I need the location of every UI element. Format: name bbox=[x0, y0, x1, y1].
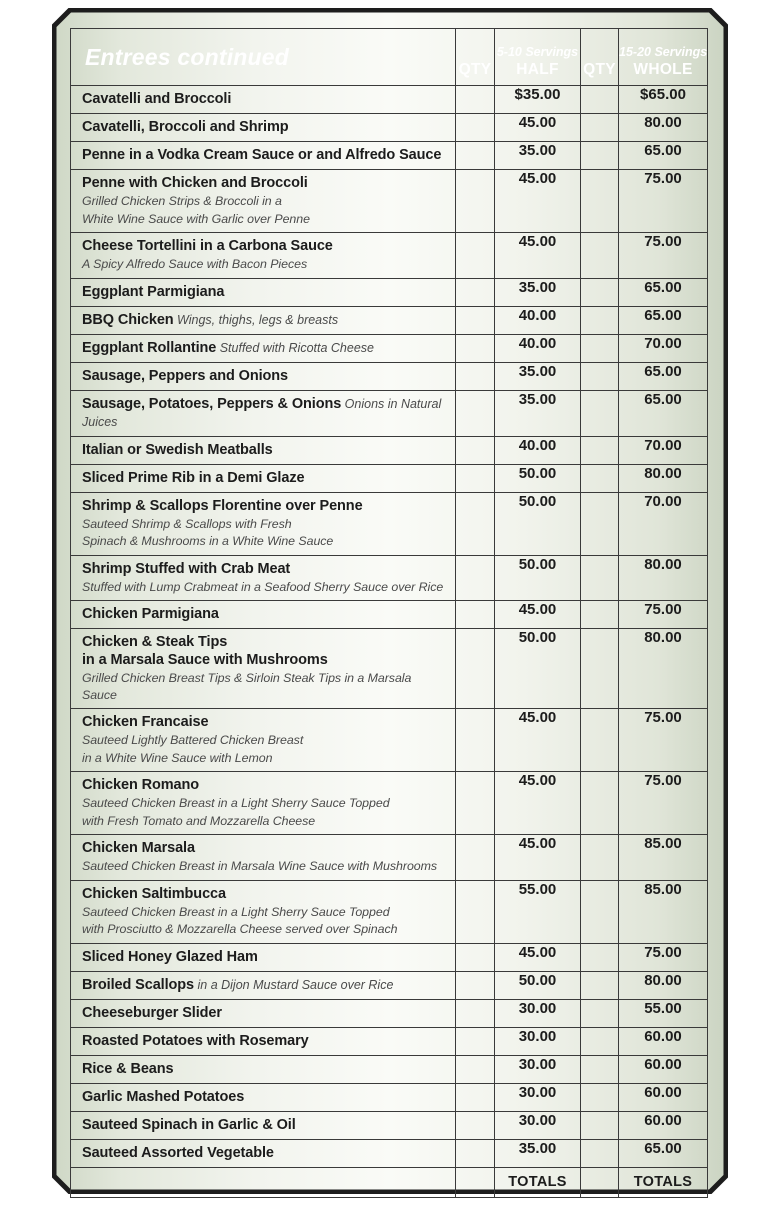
price-whole: 85.00 bbox=[619, 880, 708, 943]
price-half: 35.00 bbox=[495, 362, 581, 390]
table-row bbox=[71, 1027, 708, 1055]
menu-item-inline-description: in a Dijon Mustard Sauce over Rice bbox=[194, 977, 394, 992]
table-row bbox=[71, 233, 708, 279]
entrees-price-table bbox=[70, 28, 708, 1198]
price-whole: 65.00 bbox=[619, 142, 708, 170]
menu-item-name: Eggplant Rollantine Stuffed with Ricotta Cheese bbox=[82, 339, 374, 356]
qty-whole-input[interactable] bbox=[581, 170, 619, 233]
table-row bbox=[71, 362, 708, 390]
header-half-servings: 5-10 Servings bbox=[496, 45, 579, 59]
menu-item-description: Stuffed with Lump Crabmeat in a Seafood Sherry Sauce over Rice bbox=[82, 579, 444, 594]
price-half: 30.00 bbox=[495, 1027, 581, 1055]
price-half: 45.00 bbox=[495, 233, 581, 279]
menu-item-name: Sausage, Potatoes, Peppers & Onions Onions in Natural Juices bbox=[82, 395, 442, 429]
header-qty-label: QTY bbox=[458, 61, 492, 78]
menu-item-name: Cavatelli and Broccoli bbox=[82, 91, 232, 107]
price-half: 35.00 bbox=[495, 1139, 581, 1167]
price-half: 45.00 bbox=[495, 772, 581, 835]
qty-whole-input[interactable] bbox=[581, 334, 619, 362]
qty-whole-input[interactable] bbox=[581, 601, 619, 629]
menu-item-cell bbox=[71, 142, 456, 170]
menu-item-cell bbox=[71, 772, 456, 835]
header-qty-half bbox=[456, 29, 495, 86]
price-whole: 60.00 bbox=[619, 1111, 708, 1139]
qty-whole-input[interactable] bbox=[581, 86, 619, 114]
price-half: 35.00 bbox=[495, 278, 581, 306]
table-row bbox=[71, 114, 708, 142]
table-row bbox=[71, 334, 708, 362]
price-whole: 60.00 bbox=[619, 1027, 708, 1055]
table-row bbox=[71, 436, 708, 464]
menu-item-cell bbox=[71, 306, 456, 334]
qty-whole-input[interactable] bbox=[581, 464, 619, 492]
menu-item-name: Chicken Parmigiana bbox=[82, 606, 219, 622]
table-row bbox=[71, 86, 708, 114]
menu-item-inline-description: Wings, thighs, legs & breasts bbox=[173, 312, 339, 327]
table-row bbox=[71, 492, 708, 555]
price-half: 50.00 bbox=[495, 464, 581, 492]
qty-whole-input[interactable] bbox=[581, 390, 619, 436]
price-half: 30.00 bbox=[495, 1055, 581, 1083]
price-whole: 75.00 bbox=[619, 170, 708, 233]
menu-item-cell bbox=[71, 492, 456, 555]
menu-item-name: Broiled Scallops in a Dijon Mustard Sauce over Rice bbox=[82, 976, 394, 993]
price-half: 40.00 bbox=[495, 436, 581, 464]
menu-item-cell bbox=[71, 709, 456, 772]
menu-item-name: Italian or Swedish Meatballs bbox=[82, 441, 273, 458]
price-whole: 75.00 bbox=[619, 601, 708, 629]
table-row bbox=[71, 1055, 708, 1083]
price-whole: 75.00 bbox=[619, 772, 708, 835]
qty-whole-input[interactable] bbox=[581, 233, 619, 279]
qty-whole-input[interactable] bbox=[581, 114, 619, 142]
menu-item-description: Grilled Chicken Breast Tips & Sirloin Steak Tips in a Marsala Sauce bbox=[82, 671, 412, 702]
menu-item-cell bbox=[71, 1111, 456, 1139]
price-half: 45.00 bbox=[495, 709, 581, 772]
menu-item-description: with Fresh Tomato and Mozzarella Cheese bbox=[82, 813, 316, 828]
qty-half-input[interactable] bbox=[456, 1055, 495, 1083]
menu-item-description: with Prosciutto & Mozzarella Cheese served over Spinach bbox=[82, 922, 398, 936]
menu-item-cell bbox=[71, 555, 456, 601]
price-half: 50.00 bbox=[495, 629, 581, 709]
menu-item-name: Chicken Marsala bbox=[82, 840, 195, 856]
table-row bbox=[71, 943, 708, 971]
page-title: Entrees continued bbox=[85, 44, 290, 70]
totals-qty-half-input[interactable] bbox=[456, 1167, 495, 1197]
header-half-label: HALF bbox=[516, 61, 559, 78]
qty-half-input[interactable] bbox=[456, 436, 495, 464]
menu-item-cell bbox=[71, 278, 456, 306]
price-half: 55.00 bbox=[495, 880, 581, 943]
menu-item-cell bbox=[71, 629, 456, 709]
qty-whole-input[interactable] bbox=[581, 629, 619, 709]
header-half bbox=[495, 29, 581, 86]
qty-half-input[interactable] bbox=[456, 772, 495, 835]
qty-whole-input[interactable] bbox=[581, 278, 619, 306]
price-half: 45.00 bbox=[495, 114, 581, 142]
price-half: 40.00 bbox=[495, 306, 581, 334]
price-half: 50.00 bbox=[495, 971, 581, 999]
price-whole: 65.00 bbox=[619, 362, 708, 390]
price-half: 30.00 bbox=[495, 999, 581, 1027]
table-footer bbox=[71, 1167, 708, 1197]
price-half: 30.00 bbox=[495, 1111, 581, 1139]
menu-item-inline-description: Onions in Natural Juices bbox=[82, 396, 442, 429]
menu-item-cell bbox=[71, 1027, 456, 1055]
price-whole: 65.00 bbox=[619, 306, 708, 334]
menu-item-name: Garlic Mashed Potatoes bbox=[82, 1088, 245, 1105]
price-whole: 55.00 bbox=[619, 999, 708, 1027]
menu-item-cell bbox=[71, 601, 456, 629]
menu-item-cell bbox=[71, 1139, 456, 1167]
price-whole: $65.00 bbox=[619, 86, 708, 114]
table-row bbox=[71, 999, 708, 1027]
qty-whole-input[interactable] bbox=[581, 1083, 619, 1111]
header-whole-label: WHOLE bbox=[633, 61, 693, 78]
menu-item-name: Shrimp Stuffed with Crab Meat bbox=[82, 560, 291, 577]
qty-whole-input[interactable] bbox=[581, 362, 619, 390]
qty-half-input[interactable] bbox=[456, 170, 495, 233]
totals-whole-label: TOTALS bbox=[633, 1173, 693, 1190]
menu-item-description: Sauteed Chicken Breast in a Light Sherry Sauce Topped bbox=[82, 796, 390, 810]
qty-whole-input[interactable] bbox=[581, 971, 619, 999]
menu-item-name: Penne with Chicken and Broccoli bbox=[82, 175, 308, 191]
menu-item-name: Rice & Beans bbox=[82, 1060, 174, 1077]
header-whole-servings: 15-20 Servings bbox=[619, 45, 708, 59]
header-qty2-label: QTY bbox=[583, 61, 616, 78]
menu-item-description: Spinach & Mushrooms in a White Wine Sauce bbox=[82, 534, 334, 548]
qty-half-input[interactable] bbox=[456, 362, 495, 390]
menu-item-description: Sauteed Shrimp & Scallops with Fresh bbox=[82, 516, 292, 531]
menu-item-cell bbox=[71, 999, 456, 1027]
qty-whole-input[interactable] bbox=[581, 709, 619, 772]
qty-whole-input[interactable] bbox=[581, 835, 619, 881]
menu-item-description: Grilled Chicken Strips & Broccoli in a bbox=[82, 194, 282, 208]
qty-half-input[interactable] bbox=[456, 464, 495, 492]
price-half: 45.00 bbox=[495, 835, 581, 881]
menu-item-name: Sliced Honey Glazed Ham bbox=[82, 948, 258, 965]
table-row bbox=[71, 142, 708, 170]
menu-item-name: Chicken Francaise bbox=[82, 714, 209, 730]
price-half: 45.00 bbox=[495, 170, 581, 233]
price-whole: 60.00 bbox=[619, 1083, 708, 1111]
qty-half-input[interactable] bbox=[456, 835, 495, 881]
table-row bbox=[71, 1111, 708, 1139]
menu-item-description: A Spicy Alfredo Sauce with Bacon Pieces bbox=[82, 257, 308, 271]
qty-whole-input[interactable] bbox=[581, 142, 619, 170]
price-whole: 60.00 bbox=[619, 1055, 708, 1083]
table-row bbox=[71, 306, 708, 334]
price-whole: 65.00 bbox=[619, 278, 708, 306]
table-row bbox=[71, 1139, 708, 1167]
price-half: 45.00 bbox=[495, 943, 581, 971]
table-row bbox=[71, 971, 708, 999]
table-row bbox=[71, 464, 708, 492]
qty-half-input[interactable] bbox=[456, 1027, 495, 1055]
price-whole: 70.00 bbox=[619, 492, 708, 555]
menu-item-name: Eggplant Parmigiana bbox=[82, 283, 225, 300]
menu-item-name: Chicken & Steak Tips in a Marsala Sauce with Mushrooms bbox=[82, 634, 328, 668]
qty-whole-input[interactable] bbox=[581, 436, 619, 464]
menu-item-name: BBQ Chicken Wings, thighs, legs & breasts bbox=[82, 311, 339, 328]
menu-item-cell bbox=[71, 334, 456, 362]
table-body bbox=[71, 86, 708, 1168]
menu-item-cell bbox=[71, 114, 456, 142]
qty-whole-input[interactable] bbox=[581, 492, 619, 555]
qty-half-input[interactable] bbox=[456, 86, 495, 114]
price-half: 50.00 bbox=[495, 555, 581, 601]
qty-whole-input[interactable] bbox=[581, 1111, 619, 1139]
totals-half-label: TOTALS bbox=[508, 1173, 567, 1190]
qty-half-input[interactable] bbox=[456, 709, 495, 772]
price-whole: 80.00 bbox=[619, 114, 708, 142]
table-row bbox=[71, 170, 708, 233]
table-row bbox=[71, 772, 708, 835]
table-row bbox=[71, 835, 708, 881]
menu-item-cell bbox=[71, 86, 456, 114]
price-half: 40.00 bbox=[495, 334, 581, 362]
price-whole: 80.00 bbox=[619, 555, 708, 601]
menu-item-name: Cavatelli, Broccoli and Shrimp bbox=[82, 119, 289, 135]
qty-whole-input[interactable] bbox=[581, 880, 619, 943]
price-whole: 70.00 bbox=[619, 334, 708, 362]
qty-half-input[interactable] bbox=[456, 334, 495, 362]
table-row bbox=[71, 880, 708, 943]
price-whole: 65.00 bbox=[619, 390, 708, 436]
price-half: 35.00 bbox=[495, 390, 581, 436]
table-header bbox=[71, 29, 708, 86]
price-whole: 85.00 bbox=[619, 835, 708, 881]
menu-item-name: Sauteed Assorted Vegetable bbox=[82, 1144, 274, 1161]
menu-item-name: Sausage, Peppers and Onions bbox=[82, 367, 288, 384]
menu-item-cell bbox=[71, 943, 456, 971]
qty-half-input[interactable] bbox=[456, 278, 495, 306]
menu-item-cell bbox=[71, 390, 456, 436]
price-half: 35.00 bbox=[495, 142, 581, 170]
totals-half-cell bbox=[495, 1167, 581, 1197]
table-row bbox=[71, 555, 708, 601]
qty-half-input[interactable] bbox=[456, 1139, 495, 1167]
menu-item-cell bbox=[71, 170, 456, 233]
menu-item-name: Sauteed Spinach in Garlic & Oil bbox=[82, 1116, 296, 1133]
menu-item-description: in a White Wine Sauce with Lemon bbox=[82, 750, 273, 765]
qty-half-input[interactable] bbox=[456, 629, 495, 709]
menu-item-description: Sauteed Chicken Breast in Marsala Wine Sauce with Mushrooms bbox=[82, 859, 438, 873]
price-whole: 75.00 bbox=[619, 943, 708, 971]
menu-item-description: Sauteed Chicken Breast in a Light Sherry Sauce Topped bbox=[82, 904, 390, 919]
qty-half-input[interactable] bbox=[456, 492, 495, 555]
qty-whole-input[interactable] bbox=[581, 555, 619, 601]
qty-half-input[interactable] bbox=[456, 233, 495, 279]
menu-item-cell bbox=[71, 1055, 456, 1083]
menu-item-name: Sliced Prime Rib in a Demi Glaze bbox=[82, 469, 305, 486]
menu-item-cell bbox=[71, 880, 456, 943]
menu-item-cell bbox=[71, 233, 456, 279]
price-whole: 75.00 bbox=[619, 709, 708, 772]
menu-item-name: Roasted Potatoes with Rosemary bbox=[82, 1032, 309, 1049]
table-row bbox=[71, 629, 708, 709]
table-row bbox=[71, 601, 708, 629]
qty-half-input[interactable] bbox=[456, 999, 495, 1027]
menu-item-name: Cheeseburger Slider bbox=[82, 1004, 222, 1021]
table-row bbox=[71, 1083, 708, 1111]
table-row bbox=[71, 390, 708, 436]
totals-qty-whole-input[interactable] bbox=[581, 1167, 619, 1197]
qty-half-input[interactable] bbox=[456, 880, 495, 943]
header-row bbox=[71, 29, 708, 86]
qty-half-input[interactable] bbox=[456, 555, 495, 601]
menu-item-description: White Wine Sauce with Garlic over Penne bbox=[82, 211, 310, 226]
price-whole: 80.00 bbox=[619, 629, 708, 709]
menu-item-name: Chicken Saltimbucca bbox=[82, 885, 226, 902]
menu-item-name: Shrimp & Scallops Florentine over Penne bbox=[82, 497, 363, 514]
menu-item-description: Sauteed Lightly Battered Chicken Breast bbox=[82, 733, 304, 747]
qty-half-input[interactable] bbox=[456, 306, 495, 334]
qty-half-input[interactable] bbox=[456, 114, 495, 142]
menu-item-name: Cheese Tortellini in a Carbona Sauce bbox=[82, 238, 333, 254]
price-half: 30.00 bbox=[495, 1083, 581, 1111]
qty-half-input[interactable] bbox=[456, 1111, 495, 1139]
qty-whole-input[interactable] bbox=[581, 1027, 619, 1055]
totals-blank-item bbox=[71, 1167, 456, 1197]
qty-half-input[interactable] bbox=[456, 943, 495, 971]
menu-item-inline-description: Stuffed with Ricotta Cheese bbox=[216, 340, 374, 355]
totals-whole-cell bbox=[619, 1167, 708, 1197]
menu-item-cell bbox=[71, 835, 456, 881]
qty-whole-input[interactable] bbox=[581, 306, 619, 334]
menu-item-cell bbox=[71, 971, 456, 999]
menu-item-name: Penne in a Vodka Cream Sauce or and Alfredo Sauce bbox=[82, 147, 442, 163]
qty-half-input[interactable] bbox=[456, 601, 495, 629]
header-qty-whole bbox=[581, 29, 619, 86]
qty-half-input[interactable] bbox=[456, 390, 495, 436]
qty-whole-input[interactable] bbox=[581, 943, 619, 971]
qty-whole-input[interactable] bbox=[581, 1139, 619, 1167]
header-whole bbox=[619, 29, 708, 86]
table-row bbox=[71, 709, 708, 772]
table-row bbox=[71, 278, 708, 306]
price-half: 50.00 bbox=[495, 492, 581, 555]
menu-item-cell bbox=[71, 464, 456, 492]
price-whole: 80.00 bbox=[619, 971, 708, 999]
price-whole: 75.00 bbox=[619, 233, 708, 279]
totals-row bbox=[71, 1167, 708, 1197]
price-whole: 65.00 bbox=[619, 1139, 708, 1167]
qty-whole-input[interactable] bbox=[581, 772, 619, 835]
section-title-cell bbox=[71, 29, 456, 86]
price-half: $35.00 bbox=[495, 86, 581, 114]
menu-item-cell bbox=[71, 1083, 456, 1111]
price-whole: 80.00 bbox=[619, 464, 708, 492]
price-half: 45.00 bbox=[495, 601, 581, 629]
price-whole: 70.00 bbox=[619, 436, 708, 464]
menu-item-cell bbox=[71, 362, 456, 390]
qty-whole-input[interactable] bbox=[581, 999, 619, 1027]
menu-item-cell bbox=[71, 436, 456, 464]
menu-item-name: Chicken Romano bbox=[82, 777, 200, 793]
qty-half-input[interactable] bbox=[456, 142, 495, 170]
qty-half-input[interactable] bbox=[456, 1083, 495, 1111]
qty-whole-input[interactable] bbox=[581, 1055, 619, 1083]
qty-half-input[interactable] bbox=[456, 971, 495, 999]
